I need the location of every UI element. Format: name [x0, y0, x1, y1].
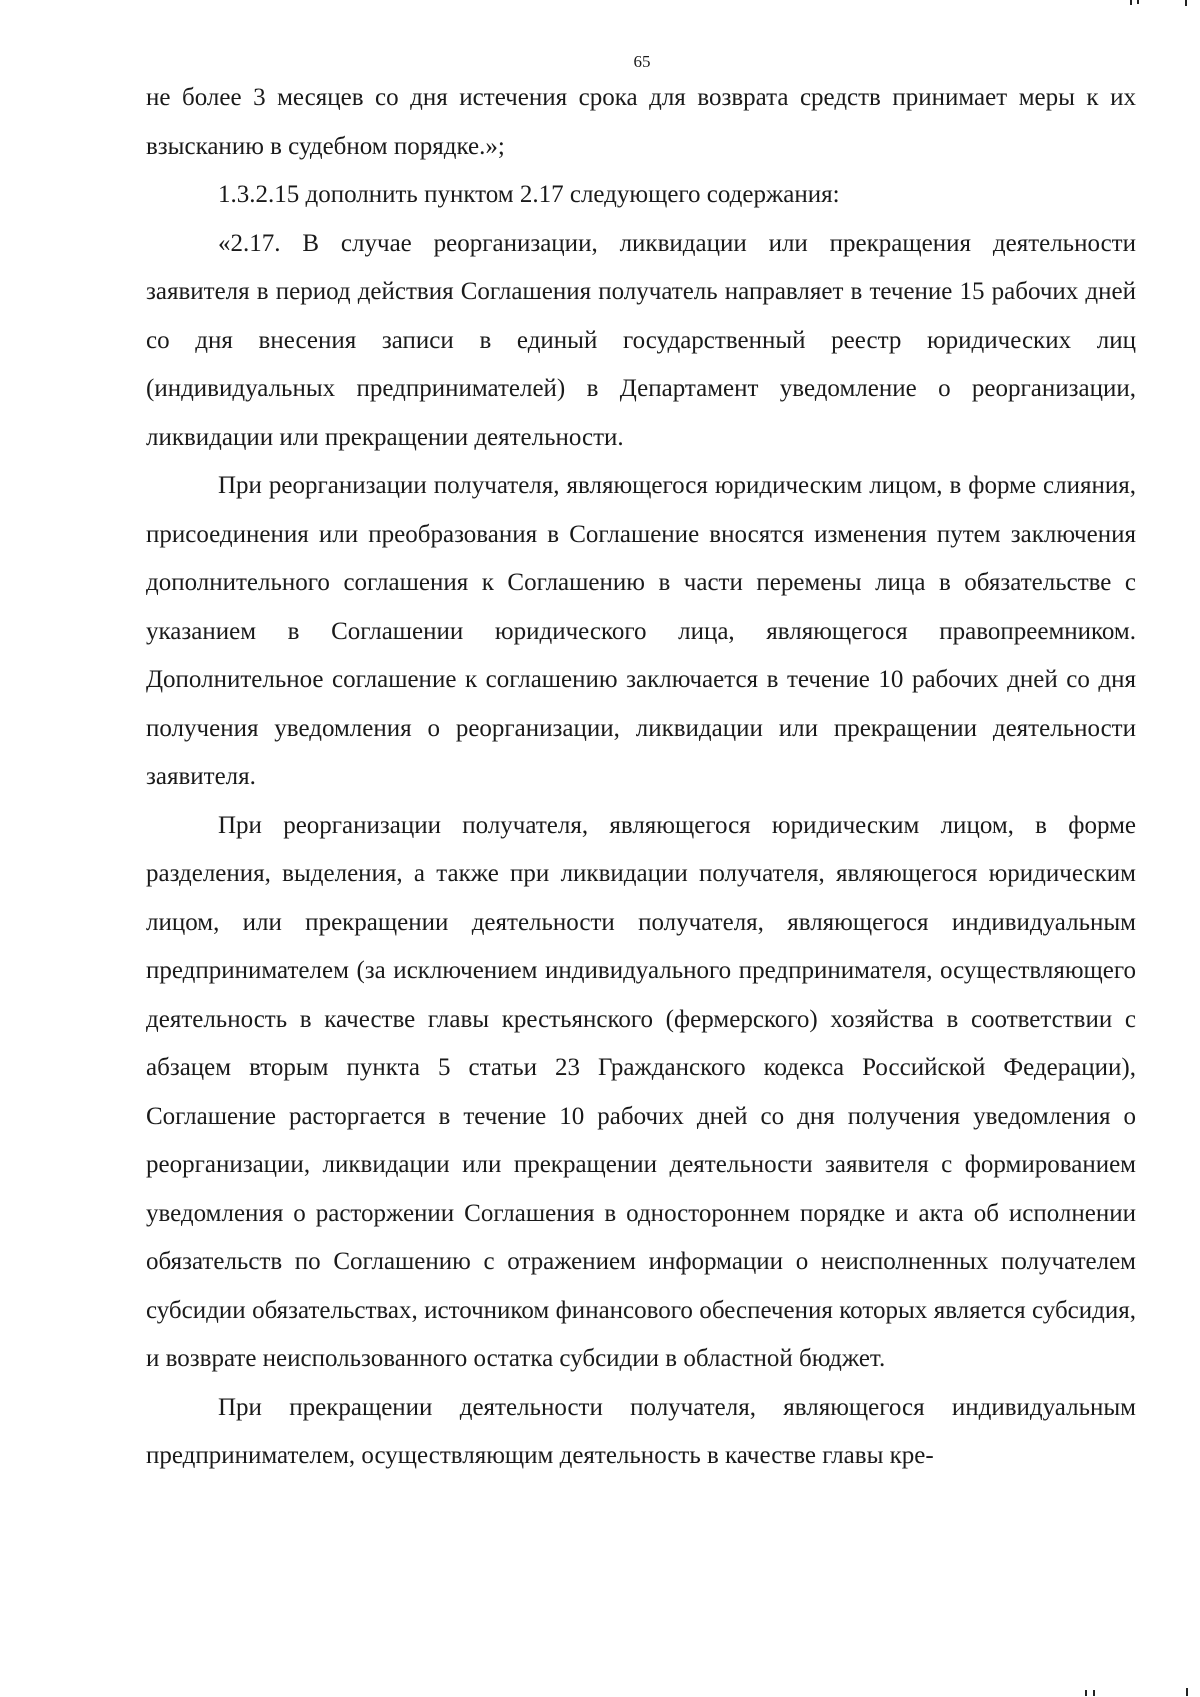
paragraph-continuation: не более 3 месяцев со дня истечения срока для возврата средств принимает меры к их взысканию в судебном порядке.»;: [146, 84, 1136, 160]
scan-mark-top-right-3: [1185, 0, 1187, 6]
scan-mark-top-right-2: [1137, 0, 1139, 4]
paragraph-division-liquidation: При реорганизации получателя, являющегося юридическим лицом, в форме разделения, выделения, а также при ликвидации получателя, являющегося юридическим лицом, или прекращении деятельности получателя, являющегося индивидуальным предпринимателем (за исключением индивидуального предпринимателя, осуществляющего деятельность в качестве главы крестьянского (фермерского) хозяйства в соответствии с абзацем вторым пункта 5 статьи 23 Гражданского кодекса Российской Федерации), Соглашение расторгается в течение 10 рабочих дней со дня получения уведомления о реорганизации, ликвидации или прекращении деятельности заявителя с формированием уведомления о расторжении Соглашения в одностороннем порядке и акта об исполнении обязательств по Соглашению с отражением информации о неисполненных получателем субсидии обязательствах, источником финансового обеспечения которых является субсидия, и возврате неиспользованного остатка субсидии в областной бюджет.: [146, 811, 1136, 1372]
paragraph-clause-2-17: «2.17. В случае реорганизации, ликвидации или прекращения деятельности заявителя в период действия Соглашения получатель направляет в течение 15 рабочих дней со дня внесения записи в единый государственный реестр юридических лиц (индивидуальных предпринимателей) в Департамент уведомление о реорганизации, ликвидации или прекращении деятельности.: [146, 229, 1136, 451]
page-number: 65: [633, 52, 651, 71]
scan-mark-bottom-right-3: [1186, 1688, 1188, 1696]
paragraph-merger-reorganization: При реорганизации получателя, являющегося юридическим лицом, в форме слияния, присоединения или преобразования в Соглашение вносятся изменения путем заключения дополнительного соглашения к Соглашению в части перемены лица в обязательстве с указанием в Соглашении юридического лица, являющегося правопреемником. Дополнительное соглашение к соглашению заключается в течение 10 рабочих дней со дня получения уведомления о реорганизации, ликвидации или прекращении деятельности заявителя.: [146, 472, 1136, 790]
scan-mark-bottom-right: [1085, 1690, 1087, 1696]
scan-mark-bottom-right-2: [1093, 1690, 1095, 1696]
document-body: [146, 74, 1136, 1481]
paragraph-entrepreneur-termination: При прекращении деятельности получателя, являющегося индивидуальным предпринимателем, осуществляющим деятельность в качестве главы кре-: [146, 1393, 1136, 1469]
scan-mark-top-right: [1130, 0, 1132, 5]
paragraph-amendment-intro: 1.3.2.15 дополнить пунктом 2.17 следующего содержания:: [218, 181, 840, 208]
